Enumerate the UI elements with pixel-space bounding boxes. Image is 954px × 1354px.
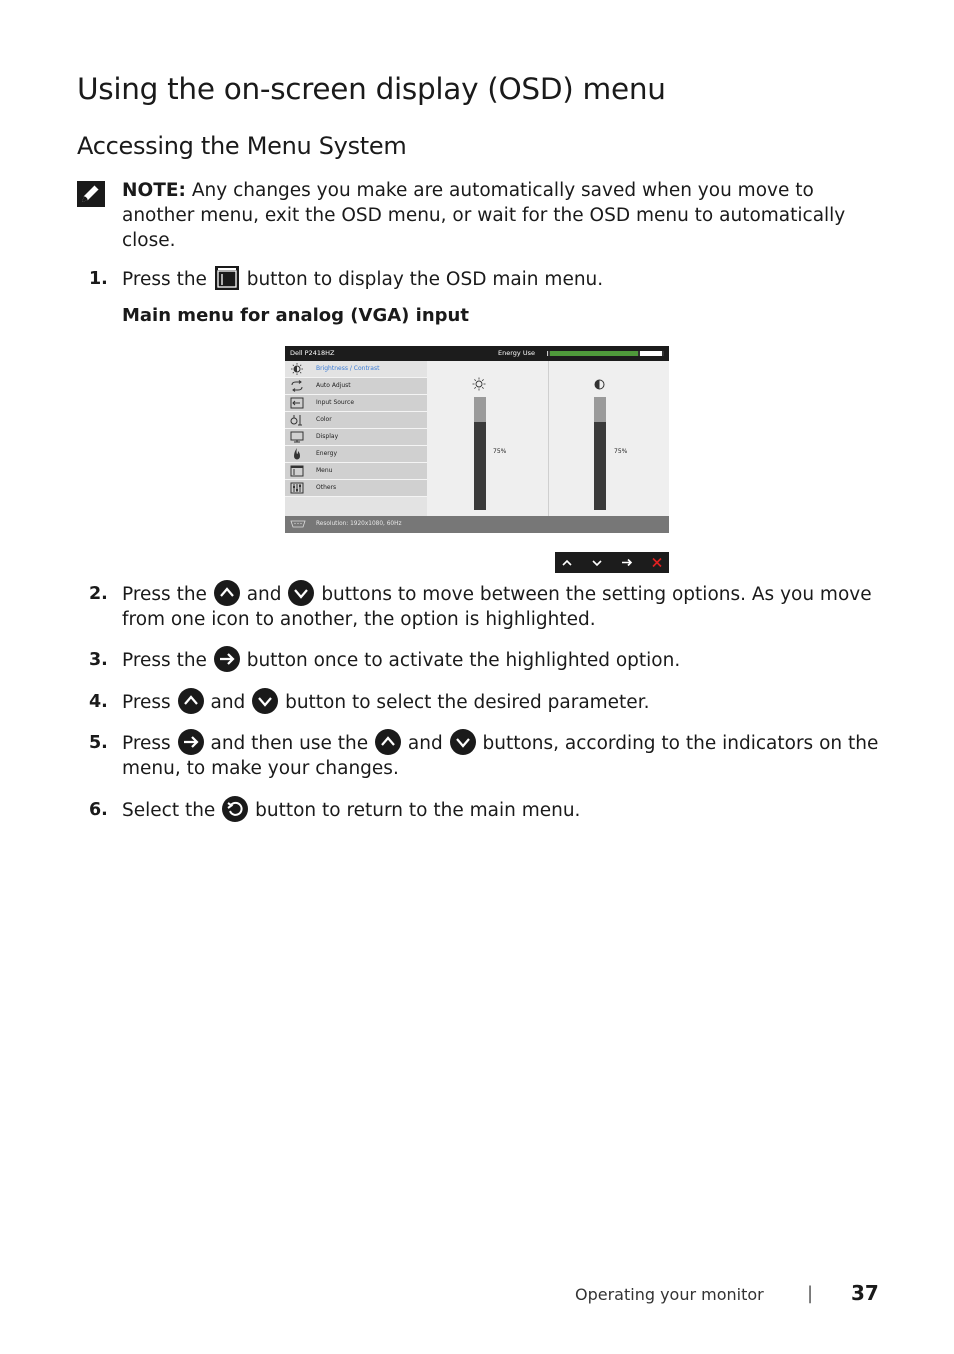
osd-item-label: Brightness / Contrast: [316, 365, 380, 372]
osd-title-bar: [285, 346, 669, 361]
osd-item-label: Auto Adjust: [316, 382, 351, 389]
step-number: 2.: [89, 584, 108, 604]
others-icon: [290, 482, 304, 494]
brightness-sun-icon: [472, 377, 486, 391]
section-title: Accessing the Menu System: [77, 132, 407, 160]
display-icon: [290, 431, 304, 443]
down-icon[interactable]: [589, 555, 605, 570]
enter-button-icon: [178, 729, 204, 755]
osd-energy-fill: [550, 351, 638, 356]
brightness-icon: [290, 363, 304, 375]
osd-energy-meter: [547, 351, 664, 356]
step-number: 6.: [89, 800, 108, 820]
menu-icon: [290, 465, 304, 477]
step-number: 5.: [89, 733, 108, 753]
step-text: button once to activate the highlighted option.: [246, 650, 681, 671]
down-button-icon: [450, 729, 476, 755]
step-text: Press: [122, 692, 171, 713]
note-label: NOTE:: [122, 180, 186, 201]
page-title: Using the on-screen display (OSD) menu: [77, 72, 666, 106]
osd-item-display[interactable]: [285, 429, 427, 446]
right-arrow-icon[interactable]: [619, 555, 635, 570]
up-button-icon: [214, 580, 240, 606]
up-icon[interactable]: [559, 555, 575, 570]
osd-energy-label: Energy Use: [498, 349, 535, 357]
step-text: and: [407, 733, 443, 754]
osd-item-others[interactable]: [285, 480, 427, 497]
step-text: button to select the desired parameter.: [285, 692, 650, 713]
osd-item-input-source[interactable]: [285, 395, 427, 412]
osd-item-color[interactable]: [285, 412, 427, 429]
osd-status-bar: [285, 516, 669, 533]
footer-chapter: Operating your monitor: [575, 1285, 764, 1304]
back-button-icon: [222, 796, 248, 822]
step-text: button to display the OSD main menu.: [246, 269, 604, 290]
osd-item-brightness-contrast[interactable]: [285, 361, 427, 378]
down-button-icon: [252, 688, 278, 714]
step-number: 1.: [89, 269, 108, 289]
up-button-icon: [178, 688, 204, 714]
color-icon: [290, 414, 304, 426]
vga-connector-icon: [290, 520, 306, 528]
contrast-slider-fill: [594, 422, 606, 510]
menu-button-icon: [214, 265, 240, 291]
contrast-icon: [594, 379, 605, 390]
brightness-value: 75%: [493, 448, 507, 455]
osd-menu-list: [285, 361, 427, 516]
footer-separator: |: [807, 1283, 814, 1304]
brightness-slider[interactable]: [474, 397, 486, 510]
close-icon[interactable]: [649, 555, 665, 570]
osd-button-bar: [555, 552, 669, 573]
osd-item-label: Energy: [316, 450, 338, 457]
osd-model-name: Dell P2418HZ: [290, 349, 335, 357]
up-button-icon: [375, 729, 401, 755]
step-text: buttons, according to the indicators on the menu, to make your changes.: [122, 733, 879, 779]
contrast-slider[interactable]: [594, 397, 606, 510]
osd-item-label: Others: [316, 484, 337, 491]
step-text: Press the: [122, 584, 207, 605]
osd-item-menu[interactable]: [285, 463, 427, 480]
step-text: button to return to the main menu.: [255, 800, 581, 821]
enter-button-icon: [214, 646, 240, 672]
contrast-value: 75%: [614, 448, 628, 455]
osd-energy-marker: [640, 351, 662, 356]
osd-item-label: Color: [316, 416, 332, 423]
osd-item-energy[interactable]: [285, 446, 427, 463]
down-button-icon: [288, 580, 314, 606]
step-text: and: [246, 584, 282, 605]
osd-item-auto-adjust[interactable]: [285, 378, 427, 395]
note-paragraph: [122, 178, 882, 253]
step-number: 4.: [89, 692, 108, 712]
figure-caption: Main menu for analog (VGA) input: [122, 305, 469, 326]
step-text: and then use the: [210, 733, 369, 754]
energy-icon: [290, 448, 304, 460]
page-number: 37: [851, 1281, 879, 1305]
input-source-icon: [290, 397, 304, 409]
note-body: Any changes you make are automatically saved when you move to another menu, exit the OSD menu, or wait for the OSD menu to automatically close.: [122, 180, 846, 251]
step-text: Press the: [122, 650, 207, 671]
osd-item-label: Display: [316, 433, 339, 440]
step-text: Select the: [122, 800, 216, 821]
step-text: Press the: [122, 269, 207, 290]
osd-panel-divider: [548, 361, 549, 516]
auto-adjust-icon: [290, 380, 304, 392]
osd-item-label: Menu: [316, 467, 333, 474]
step-text: Press: [122, 733, 171, 754]
note-pencil-icon: [77, 181, 105, 207]
brightness-slider-fill: [474, 422, 486, 510]
step-number: 3.: [89, 650, 108, 670]
step-text: buttons to move between the setting options. As you move from one icon to another, the option is highlighted.: [122, 584, 872, 630]
osd-main-menu: [285, 346, 669, 533]
step-text: and: [210, 692, 246, 713]
osd-resolution: Resolution: 1920x1080, 60Hz: [316, 521, 402, 527]
osd-item-label: Input Source: [316, 399, 355, 406]
